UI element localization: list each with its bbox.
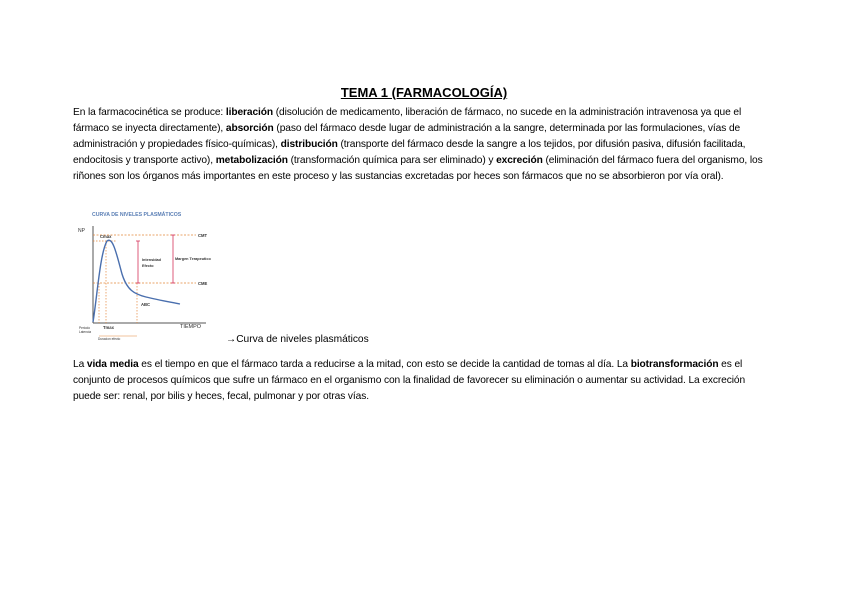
figure-title: CURVA DE NIVELES PLASMÁTICOS [92, 212, 182, 218]
intensity-label-1: Intensidad [142, 258, 161, 262]
text-run: es el conjunto de procesos químicos que sufre un fármaco en el organismo con la finalidad de favorecer su eliminación o aumentar su actividad. La excreción puede ser: renal, por bilis y heces, fecal, pulmonar y por otras vías. [73, 359, 746, 402]
cmt-label: CMT [198, 233, 208, 238]
intensity-label-2: Efecto [142, 264, 154, 268]
y-axis-label: NP [78, 228, 85, 234]
text-run: (eliminación del fármaco fuera del organismo, los riñones son los órganos más importantes en este proceso y las sustancias excretadas por heces son fármacos que no se absorbieron por vía oral). [73, 155, 763, 182]
duration-label: Duracion efecto [98, 337, 121, 341]
bold-term: biotransformación [630, 359, 719, 370]
bold-term: liberación [225, 107, 274, 118]
text-run: (transformación química para ser eliminado) y [287, 155, 497, 166]
paragraph-vida-media [73, 357, 773, 405]
text-run: (disolución de medicamento, liberación de fármaco, no sucede en la administración intravenosa ya que el fármaco se inyecta directamente), [73, 107, 742, 134]
tmax-label: Tmax [103, 325, 114, 330]
cmax-label: Cmax [100, 234, 112, 239]
cme-label: CME [198, 281, 208, 286]
bold-term: absorción [225, 123, 274, 134]
text-run: En la farmacocinética se produce: [73, 107, 226, 118]
plasma-levels-figure [76, 208, 234, 343]
latency-label-1: Periodo [79, 326, 90, 330]
plasma-levels-diagram [76, 208, 234, 343]
abc-label: ABC [141, 302, 151, 307]
bold-term: metabolización [215, 155, 288, 166]
figure-caption: →Curva de niveles plasmáticos [226, 334, 369, 345]
bold-term: distribución [280, 139, 338, 150]
text-run: (transporte del fármaco desde la sangre a los tejidos, por difusión pasiva, difusión facilitada, endocitosis y transporte activo), [73, 139, 746, 166]
text-run: (paso del fármaco desde lugar de administración a la sangre, determinada por las formulaciones, vías de administración y propiedades físico-químicas), [73, 123, 741, 150]
bold-term: vida media [86, 359, 139, 370]
x-axis-label: TIEMPO [180, 324, 202, 330]
text-run: La [73, 359, 87, 370]
text-run: es el tiempo en que el fármaco tarda a reducirse a la mitad, con esto se decide la cantidad de tomas al día. La [138, 359, 631, 370]
latency-label-2: Latencia [79, 330, 92, 334]
bold-term: excreción [496, 155, 543, 166]
margin-label: Margen Terapeutico [175, 257, 211, 261]
paragraph-farmacocinetica [73, 105, 773, 185]
page-title: TEMA 1 (FARMACOLOGÍA) [340, 85, 508, 100]
